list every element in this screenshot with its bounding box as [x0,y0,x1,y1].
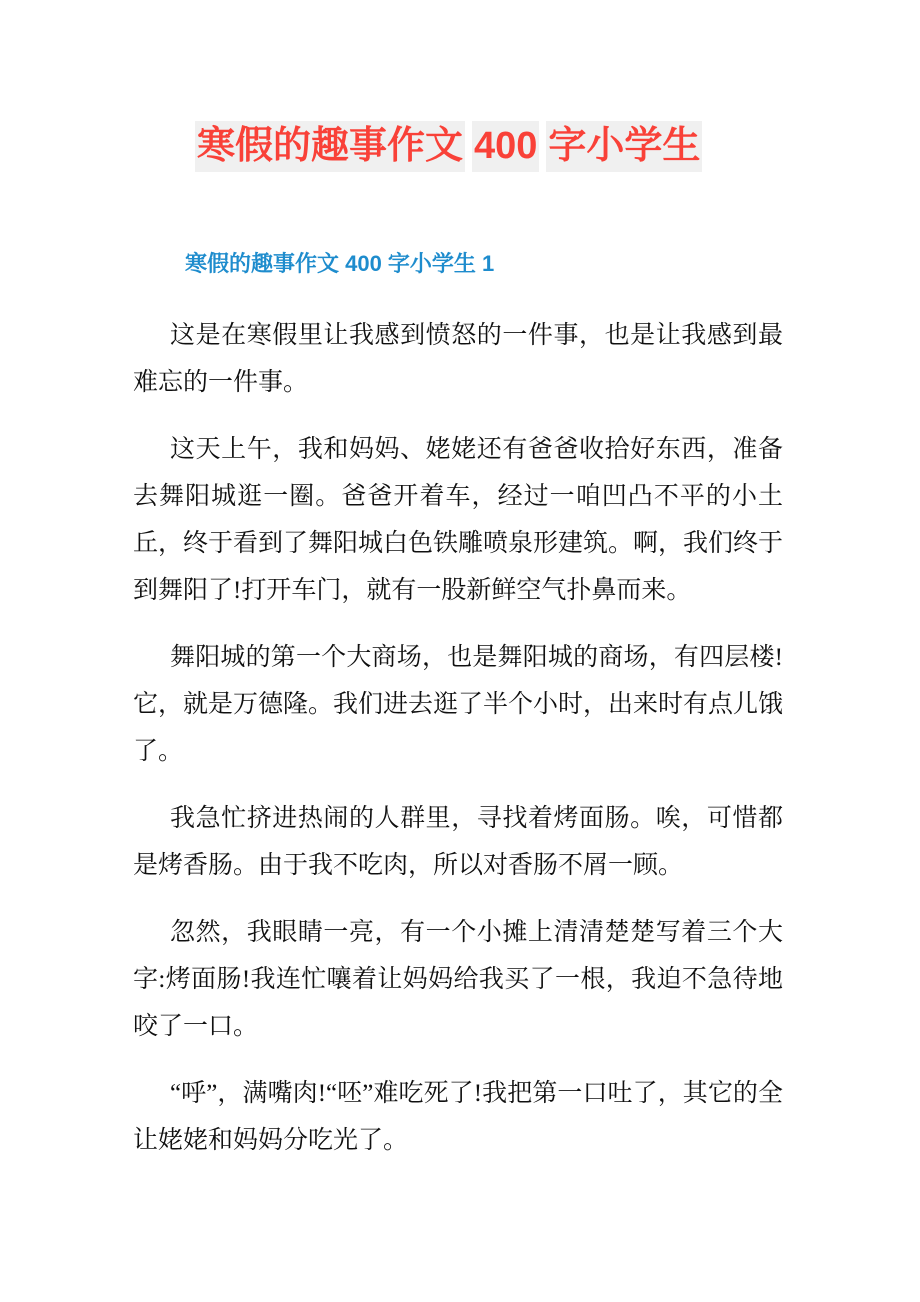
essay-subtitle: 寒假的趣事作文 400 字小学生 1 [185,251,495,276]
paragraph: 忽然，我眼睛一亮，有一个小摊上清清楚楚写着三个大字:烤面肠!我连忙嚷着让妈妈给我买了一根，我迫不急待地咬了一口。 [133,919,783,1040]
paragraph: 这是在寒假里让我感到愤怒的一件事，也是让我感到最难忘的一件事。 [133,322,783,396]
paragraph: “呼”，满嘴肉!“呸”难吃死了!我把第一口吐了，其它的全让姥姥和妈妈分吃光了。 [133,1080,783,1154]
title-segment-number: 400 [472,121,539,172]
essay-body [133,312,783,1184]
title-segment-text-1: 寒假的趣事作文 [195,121,465,172]
paragraph: 我急忙挤进热闹的人群里，寻找着烤面肠。唉，可惜都是烤香肠。由于我不吃肉，所以对香肠不屑一顾。 [133,805,783,879]
title-segment-text-2: 字小学生 [546,121,702,172]
essay-title [195,121,702,172]
paragraph: 舞阳城的第一个大商场，也是舞阳城的商场，有四层楼!它，就是万德隆。我们进去逛了半个小时，出来时有点儿饿了。 [133,644,784,765]
paragraph: 这天上午，我和妈妈、姥姥还有爸爸收拾好东西，准备去舞阳城逛一圈。爸爸开着车，经过一咱凹凸不平的小土丘，终于看到了舞阳城白色铁雕喷泉形建筑。啊，我们终于到舞阳了!打开车门，就有一股新鲜空气扑鼻而来。 [133,436,784,604]
